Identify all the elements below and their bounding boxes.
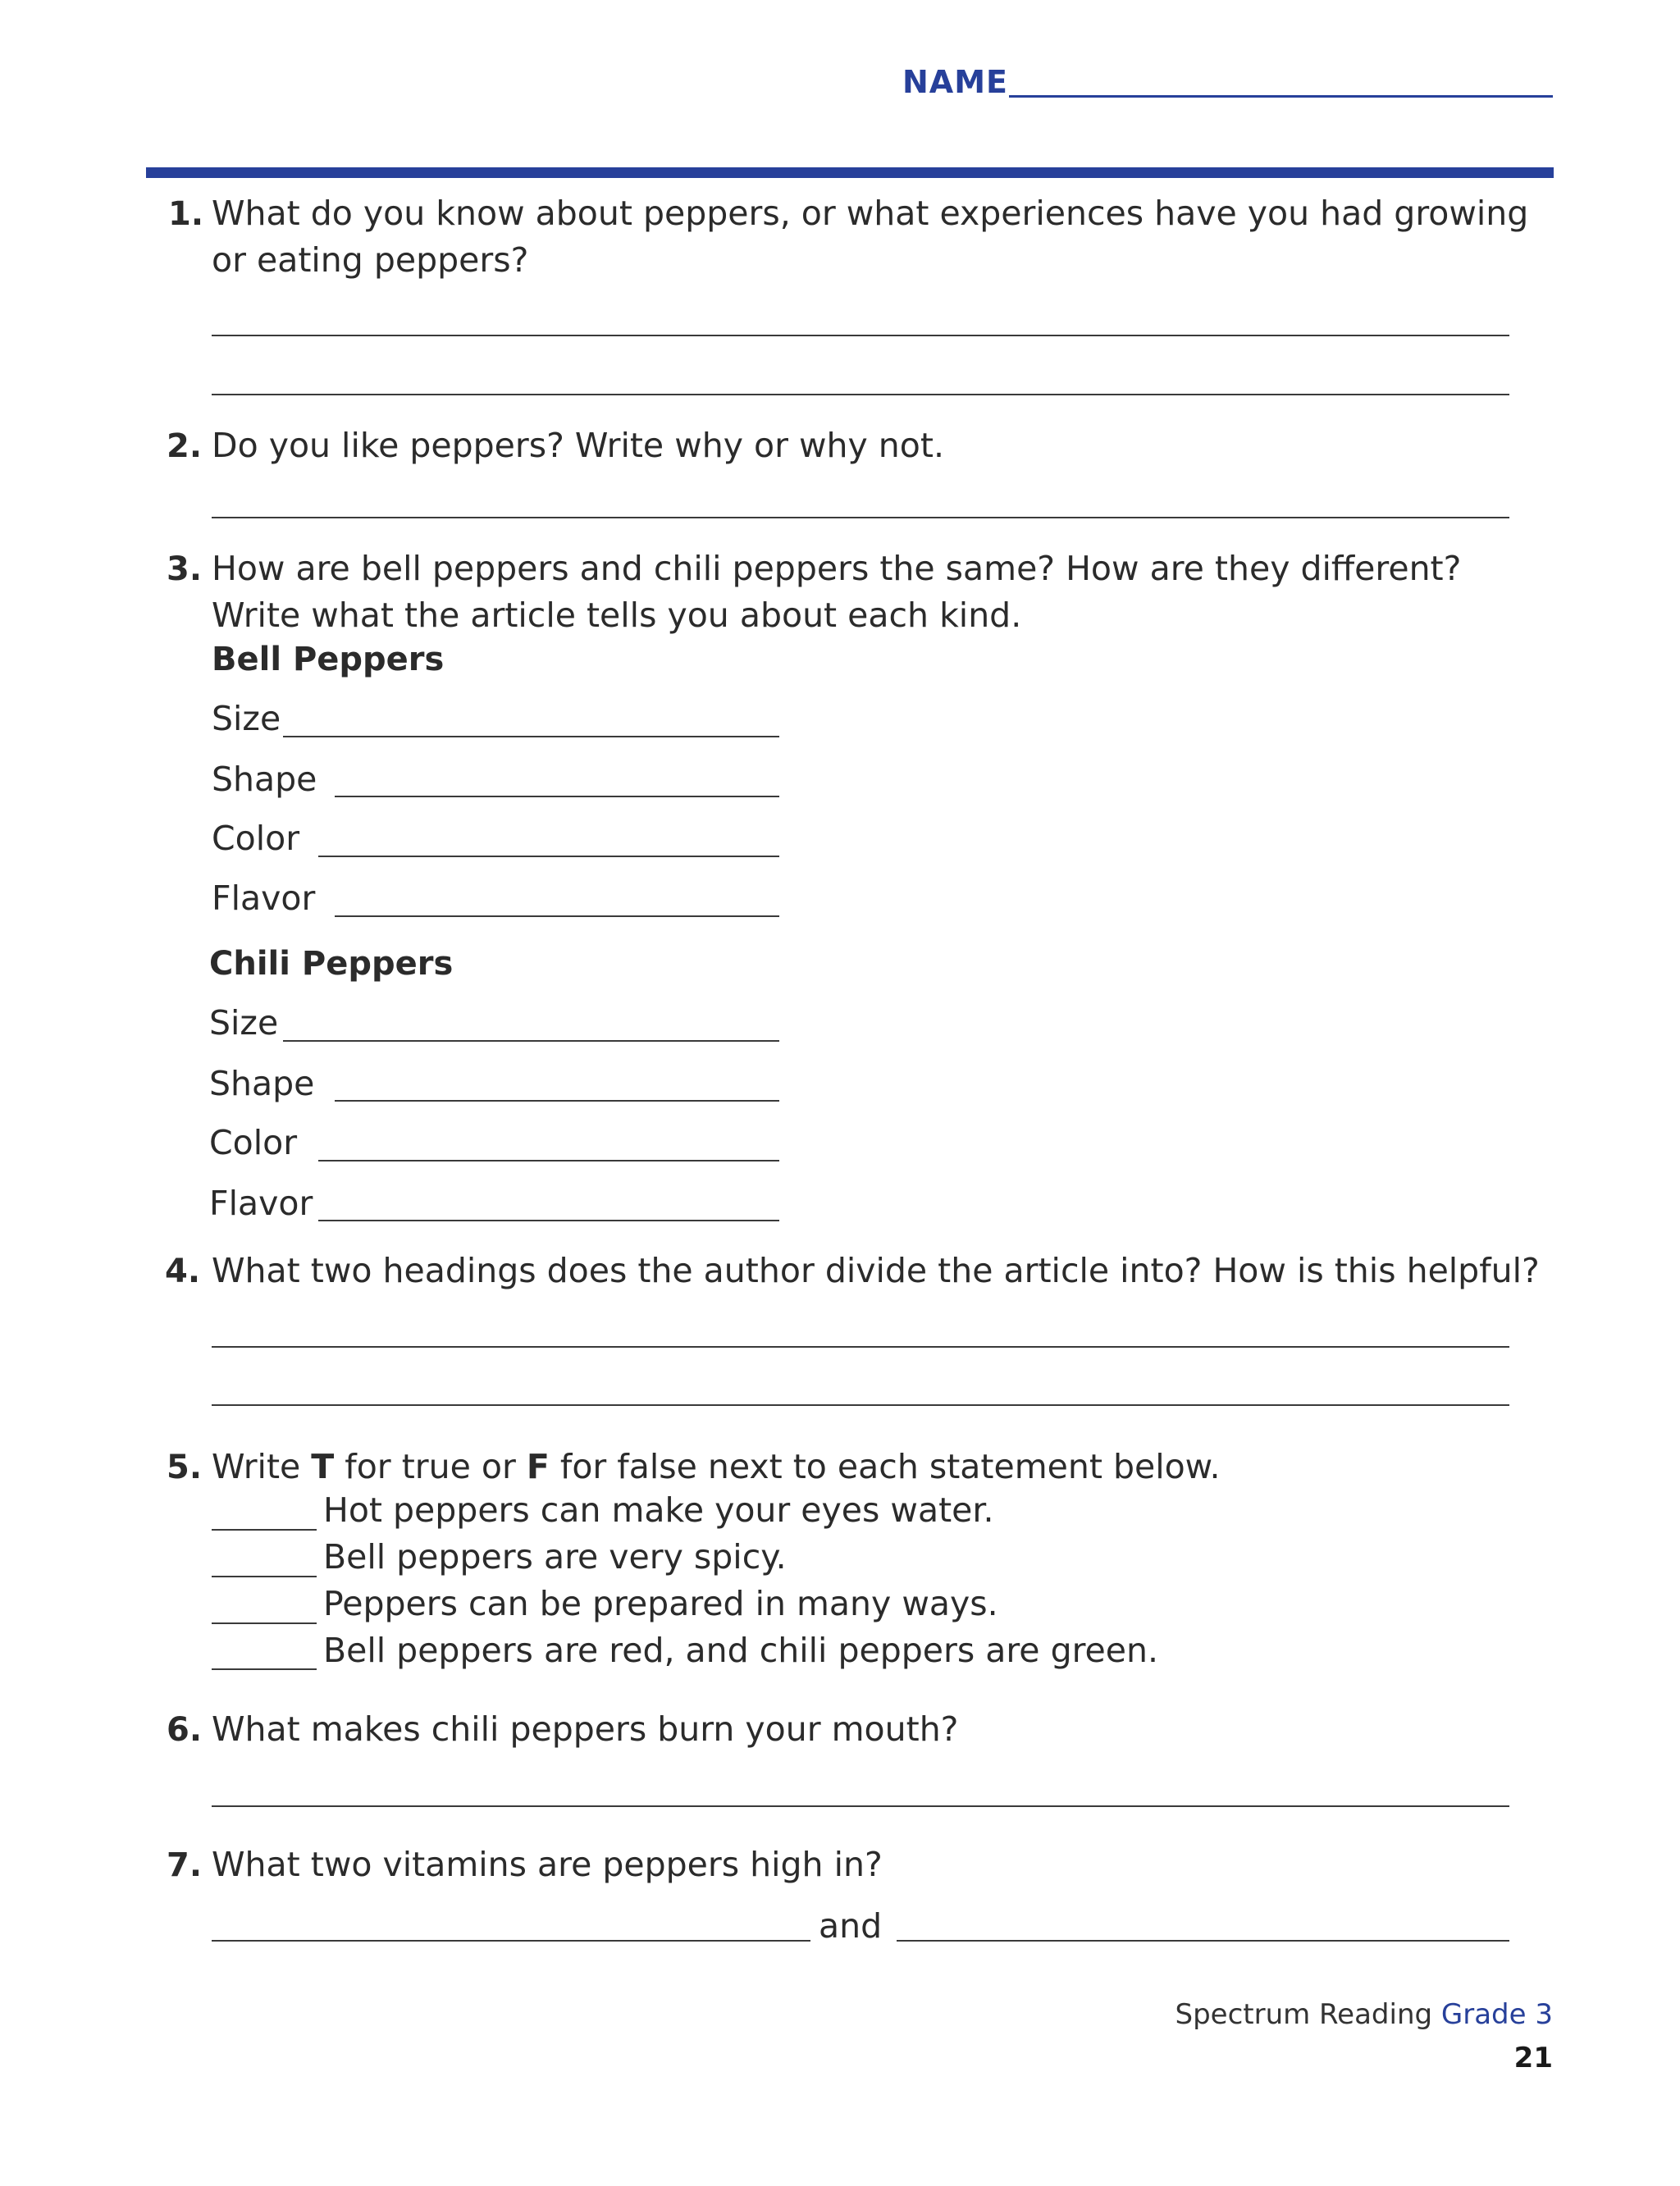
question-1-line-1: What do you know about peppers, or what experiences have you had growing xyxy=(212,194,1529,233)
and-word: and xyxy=(819,1906,883,1946)
statement-4-text: Bell peppers are red, and chili peppers are green. xyxy=(323,1631,1159,1670)
statement-4-blank[interactable] xyxy=(212,1668,317,1670)
question-2-answer-line[interactable] xyxy=(212,517,1509,518)
bell-flavor-field[interactable] xyxy=(335,915,779,917)
question-4-answer-line-2[interactable] xyxy=(212,1404,1509,1406)
bell-color-label: Color xyxy=(212,819,300,858)
question-1-number: 1. xyxy=(168,195,204,233)
footer-series xyxy=(1176,1998,1554,2031)
chili-flavor-field[interactable] xyxy=(318,1220,779,1221)
question-6-answer-line[interactable] xyxy=(212,1805,1509,1807)
instruction-suffix: for false next to each statement below. xyxy=(549,1447,1221,1486)
chili-shape-label: Shape xyxy=(209,1064,315,1103)
false-letter: F xyxy=(526,1447,550,1486)
name-field-line[interactable] xyxy=(1009,95,1553,98)
bell-peppers-heading: Bell Peppers xyxy=(212,641,445,678)
bell-flavor-label: Flavor xyxy=(212,879,316,918)
question-4-answer-line-1[interactable] xyxy=(212,1346,1509,1348)
bell-shape-field[interactable] xyxy=(335,796,779,797)
question-1-answer-line-1[interactable] xyxy=(212,335,1509,336)
question-4-number: 4. xyxy=(165,1253,201,1290)
statement-1-text: Hot peppers can make your eyes water. xyxy=(323,1490,994,1530)
instruction-prefix: Write xyxy=(212,1447,312,1486)
true-letter: T xyxy=(311,1447,335,1486)
question-3-line-2: Write what the article tells you about each kind. xyxy=(212,596,1022,635)
question-5-number: 5. xyxy=(167,1449,203,1486)
question-3-number: 3. xyxy=(167,550,203,588)
page-number: 21 xyxy=(1513,2042,1553,2074)
chili-flavor-label: Flavor xyxy=(209,1184,313,1223)
name-label: NAME xyxy=(902,64,1008,100)
series-name: Spectrum Reading xyxy=(1175,1998,1433,2031)
question-1-line-2: or eating peppers? xyxy=(212,240,529,280)
question-6-number: 6. xyxy=(167,1711,203,1749)
chili-peppers-heading: Chili Peppers xyxy=(209,945,454,983)
question-7-number: 7. xyxy=(167,1846,203,1884)
statement-2-text: Bell peppers are very spicy. xyxy=(323,1537,787,1577)
bell-shape-label: Shape xyxy=(212,760,317,799)
statement-2-blank[interactable] xyxy=(212,1576,317,1577)
chili-color-field[interactable] xyxy=(318,1160,779,1161)
chili-size-label: Size xyxy=(209,1003,279,1043)
header-rule xyxy=(146,167,1554,178)
question-2-text: Do you like peppers? Write why or why not. xyxy=(212,426,944,465)
question-6-text: What makes chili peppers burn your mouth? xyxy=(212,1709,959,1749)
question-7-text: What two vitamins are peppers high in? xyxy=(212,1845,883,1884)
chili-shape-field[interactable] xyxy=(335,1100,779,1102)
instruction-middle: for true or xyxy=(334,1447,527,1486)
bell-color-field[interactable] xyxy=(318,856,779,857)
vitamin-2-field[interactable] xyxy=(897,1940,1509,1942)
question-5-instruction xyxy=(212,1444,1220,1490)
question-2-number: 2. xyxy=(167,427,203,465)
question-1-answer-line-2[interactable] xyxy=(212,394,1509,395)
grade-label: Grade 3 xyxy=(1440,1998,1553,2031)
vitamin-1-field[interactable] xyxy=(212,1940,810,1942)
bell-size-label: Size xyxy=(212,699,281,738)
chili-color-label: Color xyxy=(209,1123,298,1162)
statement-1-blank[interactable] xyxy=(212,1529,317,1531)
question-3-line-1: How are bell peppers and chili peppers the same? How are they different? xyxy=(212,549,1462,588)
statement-3-text: Peppers can be prepared in many ways. xyxy=(323,1584,998,1623)
chili-size-field[interactable] xyxy=(283,1040,779,1042)
question-4-text: What two headings does the author divide the article into? How is this helpful? xyxy=(212,1251,1540,1290)
statement-3-blank[interactable] xyxy=(212,1622,317,1624)
bell-size-field[interactable] xyxy=(283,736,779,737)
